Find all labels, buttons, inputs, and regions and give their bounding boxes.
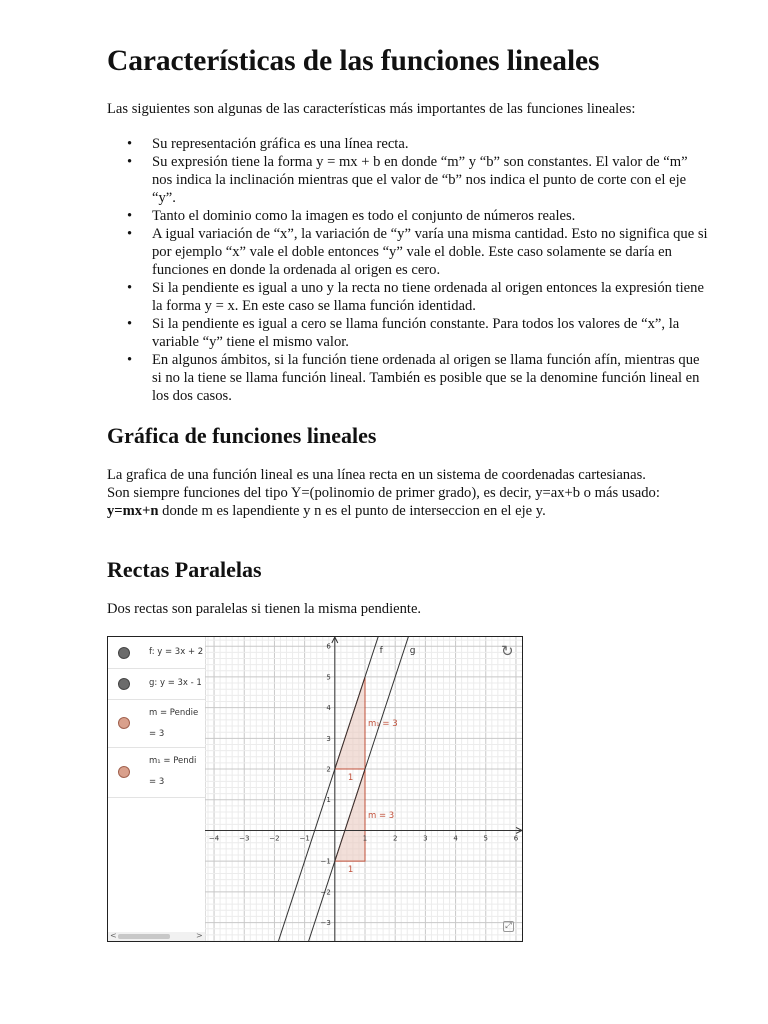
slope-label: m = 3 [368, 811, 395, 822]
y-tick-label: 6 [326, 642, 331, 651]
function-label: g [409, 646, 416, 656]
heading-paralelas: Rectas Paralelas [107, 557, 262, 582]
slope-label: m₁ = 3 [368, 718, 398, 729]
scroll-thumb[interactable] [118, 934, 170, 939]
algebra-item-definition: g: y = 3x - 1 [149, 678, 202, 688]
refresh-icon[interactable]: ↻ [501, 642, 514, 660]
algebra-view[interactable] [108, 637, 206, 941]
algebra-scrollbar[interactable] [108, 932, 205, 941]
graphics-view[interactable] [205, 637, 522, 941]
y-tick-label: 3 [326, 734, 331, 743]
run-label: 1 [347, 773, 354, 784]
feature-item: • Tanto el dominio como la imagen es todo el conjunto de números reales. [152, 207, 708, 225]
x-tick-label: 4 [453, 834, 458, 843]
geogebra-applet[interactable] [107, 636, 523, 942]
visibility-toggle[interactable] [118, 678, 130, 690]
y-tick-label: 1 [326, 796, 331, 805]
y-tick-label: 2 [326, 765, 331, 774]
grafica-text-end: donde m es lapendiente y n es el punto de interseccion en el eje y. [158, 503, 546, 519]
x-tick-label: 1 [362, 834, 368, 843]
feature-item: • Si la pendiente es igual a cero se llama función constante. Para todos los valores de “x”, la variable “y” tiene el mismo valor. [152, 315, 708, 351]
run-label: 1 [347, 865, 354, 876]
function-label: f [379, 646, 383, 656]
x-tick-label: 2 [392, 834, 398, 843]
x-tick-label: −4 [208, 834, 220, 843]
grafica-paragraph [107, 466, 663, 520]
y-tick-label: −2 [320, 888, 331, 897]
visibility-toggle[interactable] [118, 766, 130, 778]
x-tick-label: 5 [483, 834, 489, 843]
algebra-item-definition: m₁ = Pendi [149, 756, 197, 766]
algebra-item-definition: m = Pendie [149, 708, 199, 718]
page-title: Características de las funciones lineales [107, 45, 600, 77]
feature-item: • Su expresión tiene la forma y = mx + b en donde “m” y “b” son constantes. El valor de “m” nos indica la inclinación mientras que el valor de “b” nos indica el punto de corte con el eje “y”. [152, 153, 708, 207]
x-tick-label: −2 [269, 834, 280, 843]
visibility-toggle[interactable] [118, 647, 130, 659]
heading-grafica: Gráfica de funciones lineales [107, 423, 377, 448]
formula-bold: y=mx+n [107, 503, 159, 519]
features-list [107, 135, 708, 405]
feature-item: • Su representación gráfica es una línea recta. [152, 135, 708, 153]
y-tick-label: −3 [320, 919, 331, 928]
fullscreen-icon[interactable]: ⤢ [503, 921, 514, 932]
y-tick-label: 5 [326, 673, 331, 682]
scroll-right-arrow[interactable]: > [196, 931, 203, 940]
algebra-item[interactable] [108, 668, 205, 700]
scroll-left-arrow[interactable]: < [110, 931, 117, 940]
feature-item: • En algunos ámbitos, si la función tiene ordenada al origen se llama función afín, mientras que si no la tiene se llama función lineal. También es posible que se la denomine función lineal en los dos casos. [152, 351, 708, 405]
algebra-item[interactable] [108, 699, 205, 748]
x-tick-label: 6 [513, 834, 519, 843]
algebra-item-definition: f: y = 3x + 2 [149, 647, 204, 657]
algebra-item-value: = 3 [149, 777, 165, 787]
algebra-item[interactable] [108, 747, 205, 798]
x-tick-label: 3 [423, 834, 428, 843]
visibility-toggle[interactable] [118, 717, 130, 729]
grafica-text-start: La grafica de una función lineal es una línea recta en un sistema de coordenadas cartesianas. Son siempre funciones del tipo Y=(polinomio de primer grado), es decir, y=ax+b o más usado: [107, 467, 660, 501]
y-tick-label: 4 [326, 704, 331, 713]
intro-paragraph: Las siguientes son algunas de las características más importantes de las funciones lineales: [107, 101, 636, 117]
x-tick-label: −1 [299, 834, 310, 843]
paralelas-paragraph: Dos rectas son paralelas si tienen la misma pendiente. [107, 601, 422, 617]
algebra-item[interactable] [108, 637, 205, 669]
feature-item: • Si la pendiente es igual a uno y la recta no tiene ordenada al origen entonces la expresión tiene la forma y = x. En este caso se llama función identidad. [152, 279, 708, 315]
algebra-item-value: = 3 [149, 729, 165, 739]
x-tick-label: −3 [239, 834, 250, 843]
feature-item: • A igual variación de “x”, la variación de “y” varía una misma cantidad. Esto no significa que si por ejemplo “x” vale el doble entonces “y” vale el doble. Este caso solamente se daría en funciones en donde la ordenada al origen es cero. [152, 225, 708, 279]
y-tick-label: −1 [320, 857, 331, 866]
